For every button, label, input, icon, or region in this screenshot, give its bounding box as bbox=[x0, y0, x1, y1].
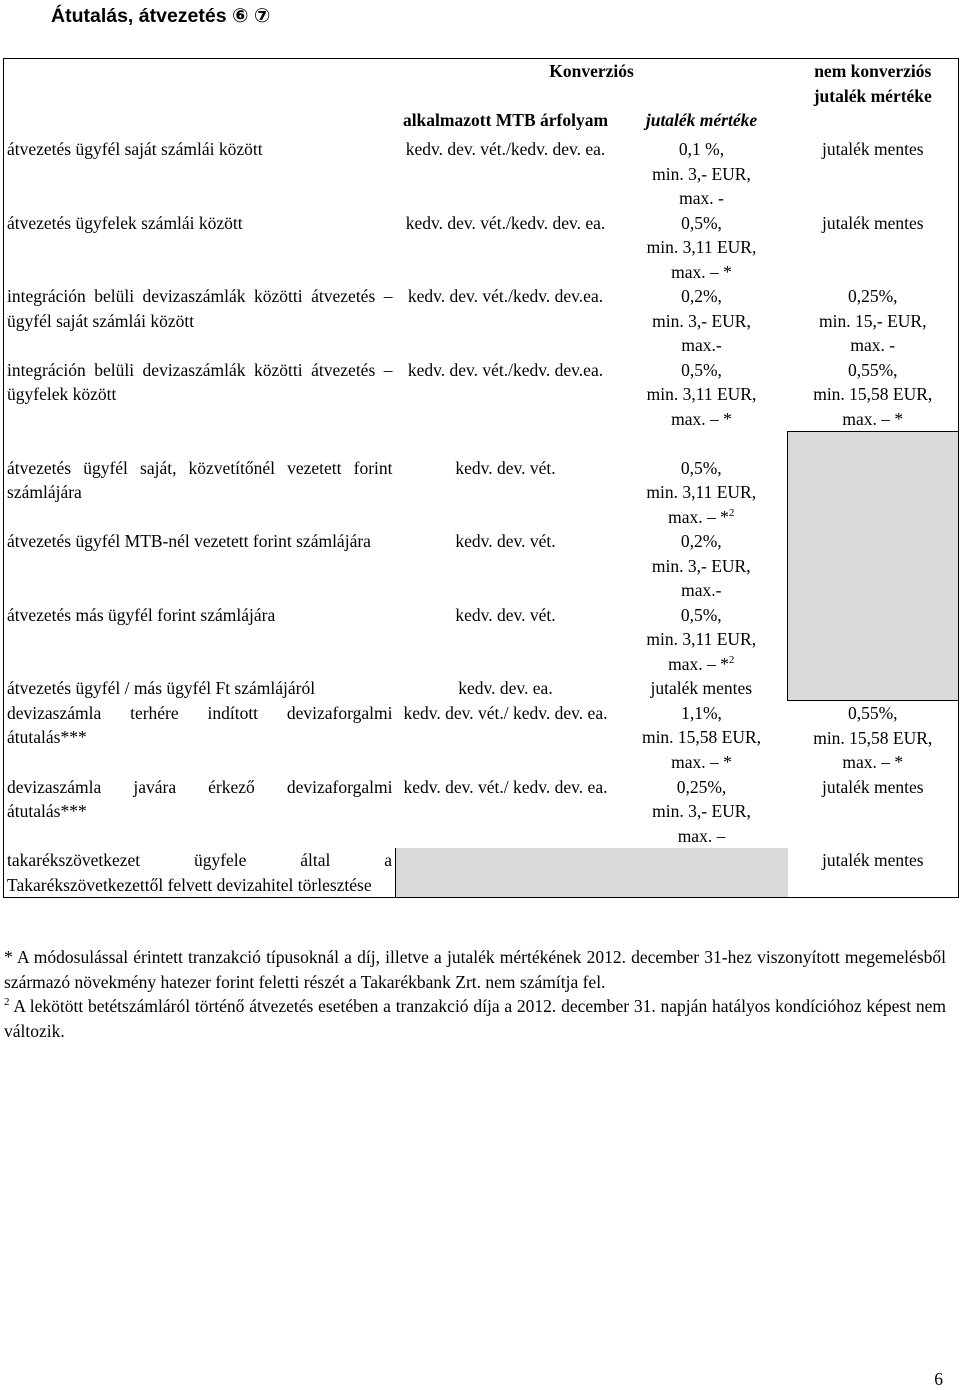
nonconv-line: 0,25%, bbox=[847, 286, 898, 306]
fee-line: 0,2%, bbox=[681, 286, 722, 306]
table-row bbox=[4, 358, 959, 432]
fee-line: min. 3,11 EUR, bbox=[646, 237, 757, 257]
fee-line-text: max. – * bbox=[668, 506, 729, 527]
row-nonconv bbox=[788, 848, 959, 898]
row-nonconv bbox=[788, 358, 959, 432]
fee-line: max.- bbox=[681, 580, 722, 600]
row-label: átvezetés ügyfél saját, közvetítőnél vezetett forint számlájára bbox=[4, 432, 396, 530]
nonconv-line: min. 15,58 EUR, bbox=[813, 384, 933, 404]
footnote-ref: 2 bbox=[728, 653, 735, 666]
fee-line: 0,1 %, bbox=[678, 139, 725, 159]
fee-line: max. – bbox=[677, 825, 726, 846]
row-label: integráción belüli devizaszámlák közötti átvezetés – ügyfelek között bbox=[4, 358, 396, 432]
row-nonconv bbox=[788, 701, 959, 775]
nonconv-line: jutalék mentes bbox=[821, 139, 924, 159]
table-row bbox=[4, 284, 959, 358]
fee-line: 0,5%, bbox=[680, 457, 722, 478]
nonconv-line: 0,55%, bbox=[847, 359, 898, 380]
fee-line: min. 3,- EUR, bbox=[651, 555, 751, 576]
table-row bbox=[4, 132, 959, 211]
fee-line: min. 3,- EUR, bbox=[652, 163, 751, 184]
table-row bbox=[4, 432, 959, 530]
row-nonconv bbox=[788, 284, 959, 358]
fee-line: 1,1%, bbox=[681, 702, 722, 723]
footnote-1: * A módosulással érintett tranzakció típusoknál a díj, illetve a jutalék mértékének 2012. december 31-hez viszonyított megemelésből származó növekmény hatezer forint feletti részét a Takarékbank Zrt. nem számítja fel. bbox=[4, 947, 946, 992]
fee-line-text: max. – * bbox=[668, 653, 729, 674]
row-fee bbox=[616, 529, 788, 603]
table-row bbox=[4, 211, 959, 285]
nonconv-line: max. – * bbox=[842, 752, 904, 772]
row-rate: kedv. dev. ea. bbox=[458, 678, 553, 698]
fee-line: max.- bbox=[681, 335, 722, 355]
row-nonconv bbox=[788, 676, 959, 701]
row-label: átvezetés más ügyfél forint számlájára bbox=[4, 603, 396, 677]
footnote-ref: 2 bbox=[728, 506, 735, 519]
row-label: átvezetés ügyfelek számlái között bbox=[4, 211, 396, 285]
row-rate: kedv. dev. vét./ kedv. dev. ea. bbox=[403, 702, 608, 723]
nonconv-line: jutalék mentes bbox=[821, 776, 924, 797]
fee-line: max. – * bbox=[671, 751, 732, 772]
table-row bbox=[4, 848, 959, 898]
row-rate: kedv. dev. vét./kedv. dev. ea. bbox=[405, 212, 606, 233]
nonconv-line: max. – * bbox=[842, 408, 904, 429]
nonconv-line: jutalék mentes bbox=[821, 850, 924, 870]
header-jutalek: jutalék mértéke bbox=[645, 109, 758, 130]
fee-table bbox=[3, 58, 959, 898]
fee-line: jutalék mentes bbox=[650, 678, 753, 698]
row-nonconv bbox=[788, 132, 959, 211]
row-rate: kedv. dev. vét./kedv. dev.ea. bbox=[407, 359, 604, 380]
row-fee bbox=[616, 284, 788, 358]
row-label: devizaszámla javára érkező devizaforgalmi átutalás*** bbox=[4, 775, 396, 849]
row-fee bbox=[616, 603, 788, 677]
page-title: Átutalás, átvezetés ⑥ ⑦ bbox=[51, 5, 271, 27]
fee-line: min. 3,- EUR, bbox=[652, 801, 751, 821]
nonconv-line: 0,55%, bbox=[847, 703, 898, 723]
table-row bbox=[4, 701, 959, 775]
row-label: integráción belüli devizaszámlák közötti átvezetés – ügyfél saját számlái között bbox=[4, 284, 396, 358]
fee-line: 0,5%, bbox=[680, 604, 722, 625]
fee-line: max. - bbox=[679, 188, 724, 208]
fee-line: max. – * bbox=[671, 261, 732, 282]
row-nonconv bbox=[788, 432, 959, 530]
row-nonconv bbox=[788, 211, 959, 285]
row-rate: kedv. dev. vét. bbox=[455, 531, 556, 551]
row-rate: kedv. dev. vét. bbox=[455, 604, 556, 625]
fee-line: 0,5%, bbox=[681, 359, 722, 380]
nonconv-line: jutalék mentes bbox=[821, 212, 924, 233]
header-arfolyam: alkalmazott MTB árfolyam bbox=[402, 109, 609, 130]
row-label: átvezetés ügyfél / más ügyfél Ft számlájáról bbox=[4, 676, 396, 701]
row-rate: kedv. dev. vét. bbox=[455, 457, 556, 478]
footnote-2: $^2$ A lekötött betétszámláról történő átvezetés esetében a tranzakció díja a 2012. december 31. napján hatályos kondícióhoz képest nem változik. bbox=[4, 996, 946, 1041]
fee-line: max. – * bbox=[671, 408, 732, 429]
row-label: átvezetés ügyfél saját számlái között bbox=[4, 132, 396, 211]
header-konverzios: Konverziós bbox=[396, 59, 788, 84]
header-nem-konverzios: nem konverziós jutalék mértéke bbox=[788, 59, 959, 133]
fee-line: min. 3,11 EUR, bbox=[646, 629, 757, 649]
row-nonconv bbox=[788, 603, 959, 677]
nonconv-line: max. - bbox=[850, 335, 896, 355]
fee-line bbox=[619, 505, 785, 530]
fee-line: 0,2%, bbox=[680, 531, 722, 551]
row-label: devizaszámla terhére indított devizaforgalmi átutalás*** bbox=[4, 701, 396, 775]
row-label: átvezetés ügyfél MTB-nél vezetett forint számlájára bbox=[4, 529, 396, 603]
row-nonconv bbox=[788, 529, 959, 603]
row-fee bbox=[616, 676, 788, 701]
page-number: 6 bbox=[934, 1369, 943, 1389]
row-rate: kedv. dev. vét./ kedv. dev. ea. bbox=[403, 776, 608, 797]
table-row bbox=[4, 603, 959, 677]
fee-line: min. 3,- EUR, bbox=[652, 310, 751, 331]
row-rate: kedv. dev. vét./kedv. dev. ea. bbox=[405, 139, 606, 159]
fee-line: 0,25%, bbox=[676, 776, 727, 797]
fee-line: min. 3,11 EUR, bbox=[646, 482, 757, 502]
fee-rows bbox=[4, 132, 959, 898]
row-fee bbox=[616, 132, 788, 211]
row-fee bbox=[616, 432, 788, 530]
table-row bbox=[4, 775, 959, 849]
grey-cell bbox=[396, 848, 788, 898]
nonconv-line: min. 15,- EUR, bbox=[819, 310, 927, 331]
row-fee bbox=[616, 211, 788, 285]
fee-line: min. 15,58 EUR, bbox=[641, 727, 762, 747]
fee-line: 0,5%, bbox=[681, 212, 722, 233]
fee-line: min. 3,11 EUR, bbox=[646, 384, 757, 404]
nonconv-line: min. 15,58 EUR, bbox=[813, 727, 933, 748]
row-fee bbox=[616, 701, 788, 775]
fee-line bbox=[619, 652, 785, 677]
row-rate: kedv. dev. vét./kedv. dev.ea. bbox=[407, 286, 604, 306]
row-label: takarékszövetkezet ügyfele által a Takarékszövetkezettől felvett devizahitel törlesztése bbox=[4, 848, 396, 898]
row-nonconv bbox=[788, 775, 959, 849]
header-empty bbox=[4, 59, 396, 133]
table-row bbox=[4, 676, 959, 701]
row-fee bbox=[616, 775, 788, 849]
row-fee bbox=[616, 358, 788, 432]
table-row bbox=[4, 529, 959, 603]
footnotes bbox=[4, 945, 946, 1043]
